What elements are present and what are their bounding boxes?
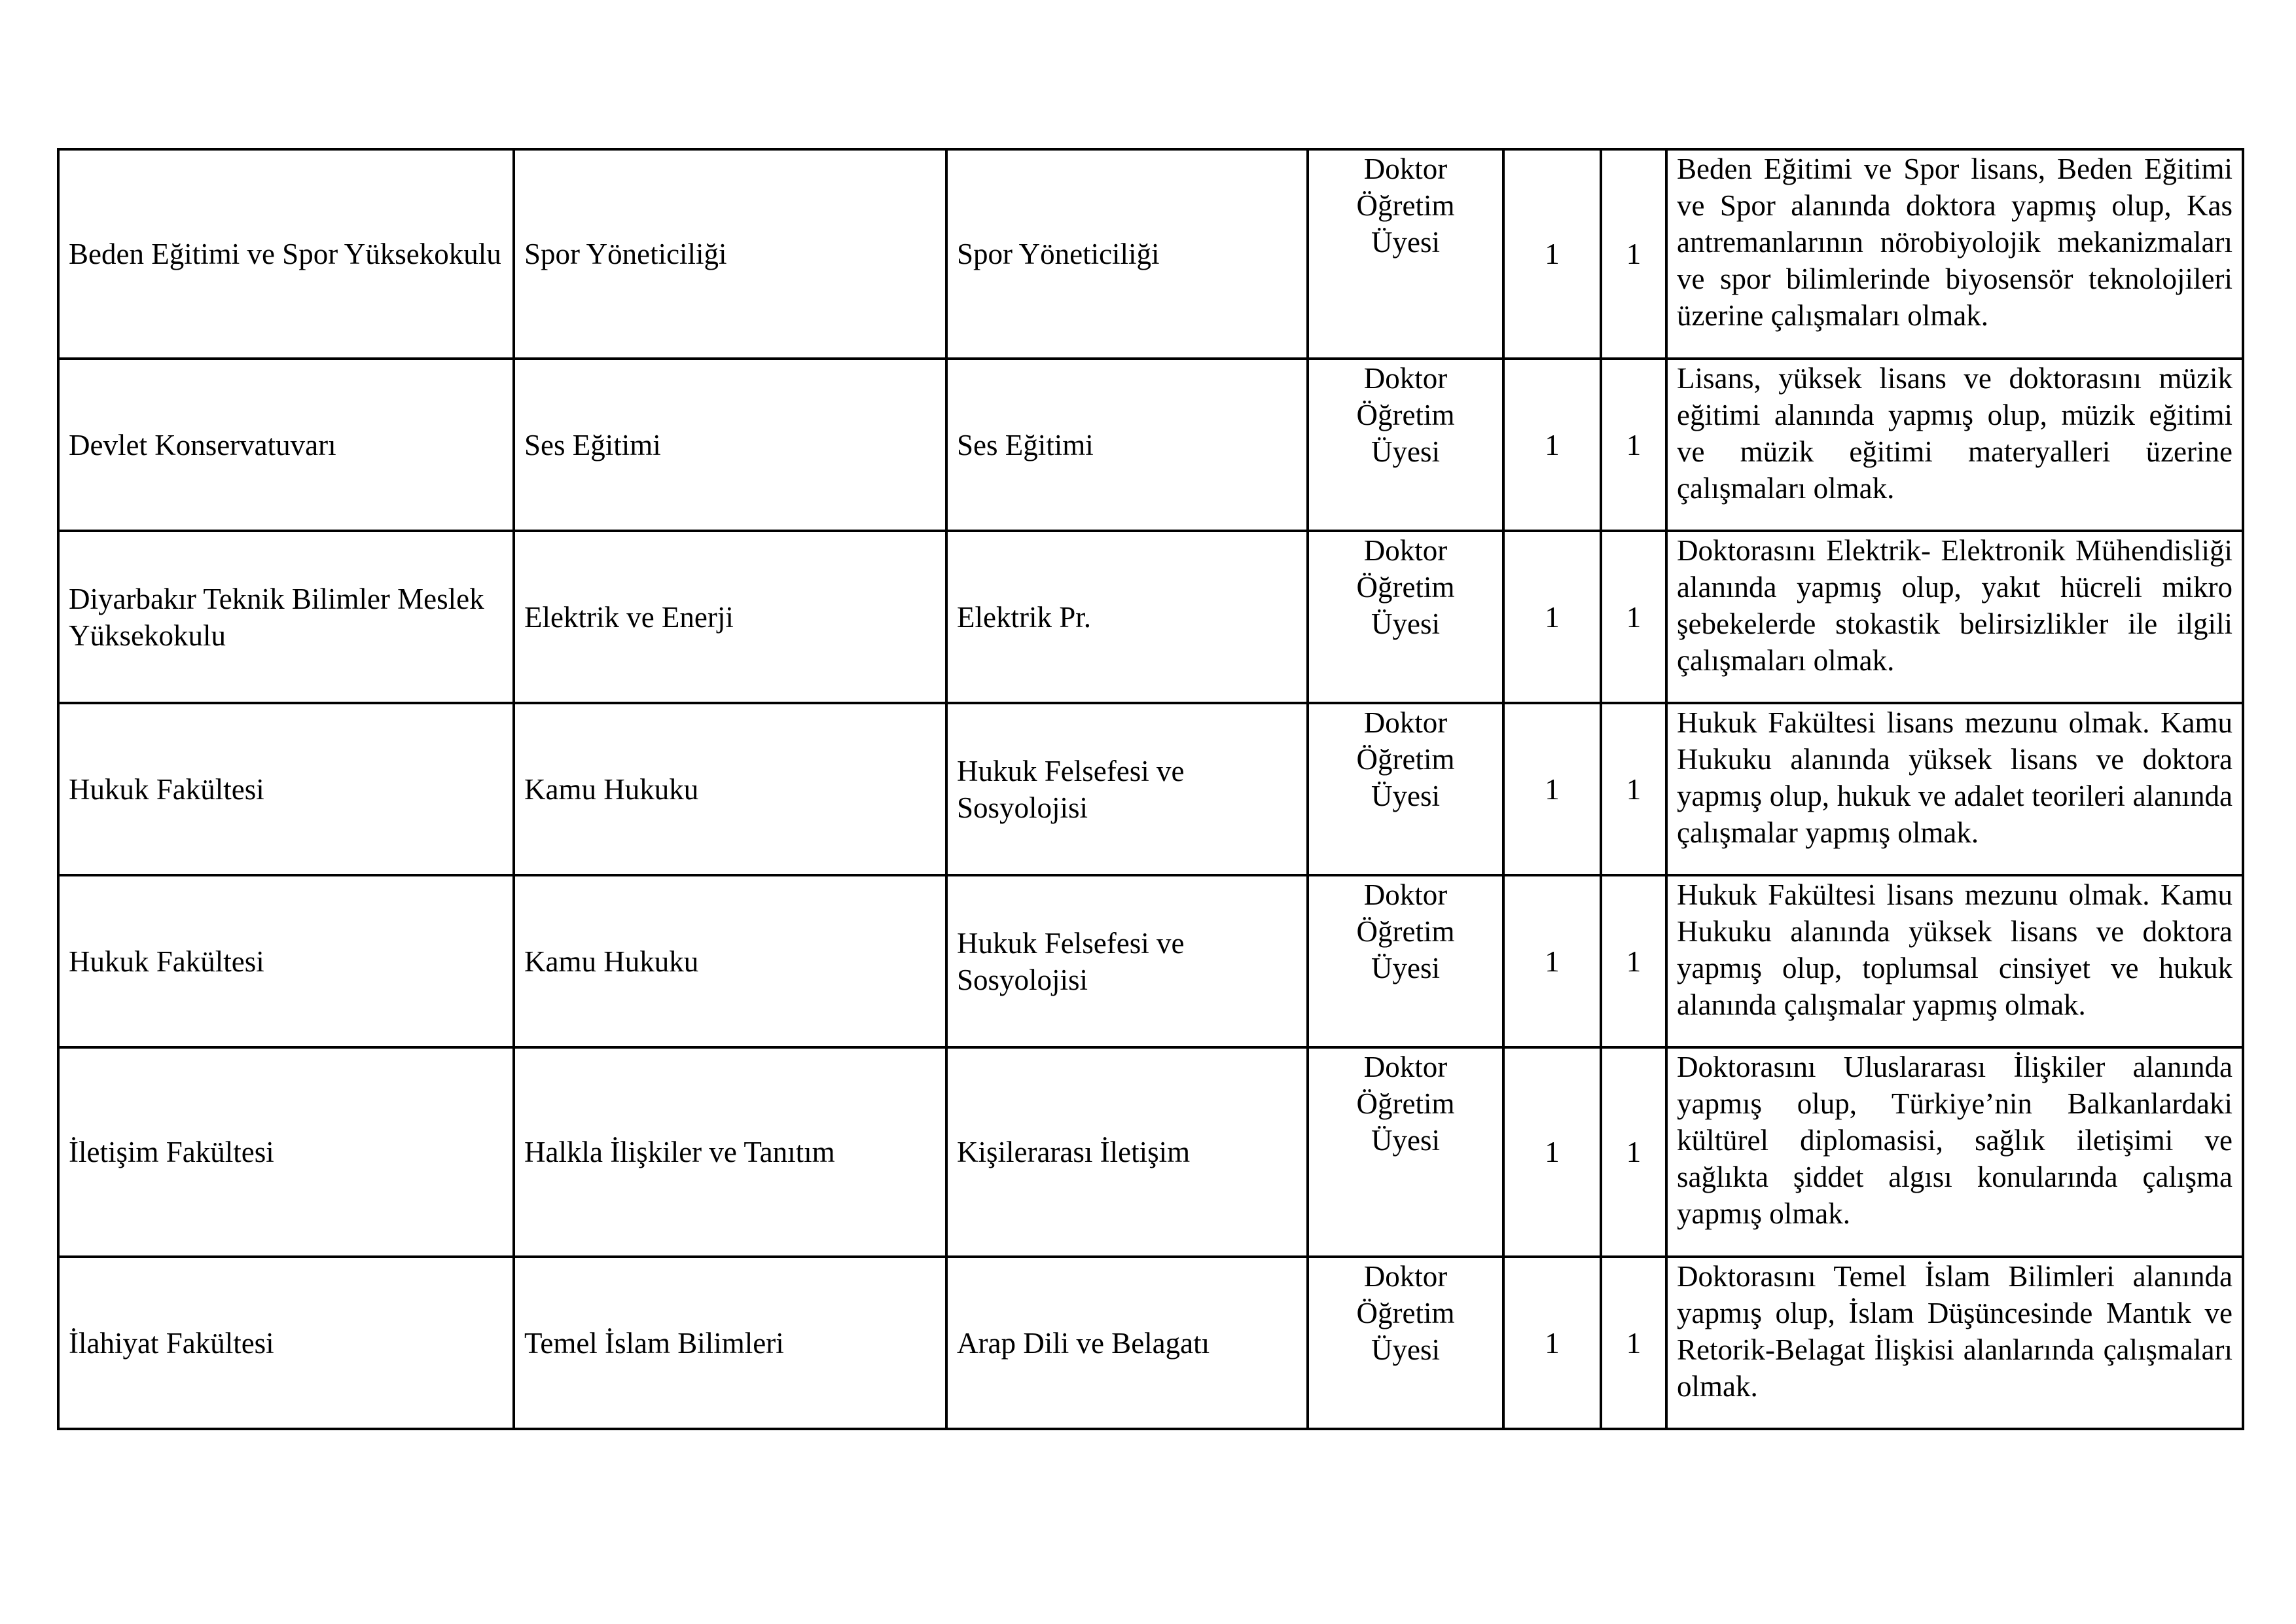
unit-cell: Beden Eğitimi ve Spor Yüksekokulu: [58, 149, 514, 359]
count-cell: 1: [1503, 359, 1601, 531]
title-line: Doktor: [1363, 1051, 1448, 1083]
title-cell: [1308, 149, 1503, 359]
table-row: [58, 703, 2243, 875]
title-line: Doktor: [1363, 153, 1448, 185]
count-cell: 1: [1601, 149, 1666, 359]
title-cell: [1308, 1257, 1503, 1429]
field-cell: Ses Eğitimi: [946, 359, 1308, 531]
title-line: Üyesi: [1371, 780, 1440, 812]
requirements-cell: Doktorasını Uluslararası İlişkiler alanında yapmış olup, Türkiye’nin Balkanlardaki kültürel diplomasisi, sağlık iletişimi ve sağlıkta şiddet algısı konularında çalışma yapmış olmak.: [1666, 1047, 2243, 1257]
table-row: [58, 149, 2243, 359]
count-cell: 1: [1601, 359, 1666, 531]
title-line: Üyesi: [1371, 952, 1440, 984]
department-cell: Temel İslam Bilimleri: [514, 1257, 946, 1429]
title-line: Öğretim: [1356, 915, 1455, 948]
title-cell: [1308, 531, 1503, 703]
title-line: Üyesi: [1371, 1124, 1440, 1157]
title-line: Doktor: [1363, 534, 1448, 567]
field-cell: Hukuk Felsefesi ve Sosyolojisi: [946, 875, 1308, 1047]
title-cell: [1308, 703, 1503, 875]
title-line: Üyesi: [1371, 1333, 1440, 1366]
count-cell: 1: [1601, 531, 1666, 703]
requirements-cell: Beden Eğitimi ve Spor lisans, Beden Eğitimi ve Spor alanında doktora yapmış olup, Kas antremanlarının nörobiyolojik mekanizmaları ve spor bilimlerinde biyosensör teknolojileri üzerine çalışmaları olmak.: [1666, 149, 2243, 359]
title-cell: [1308, 359, 1503, 531]
field-cell: Kişilerarası İletişim: [946, 1047, 1308, 1257]
count-cell: 1: [1503, 149, 1601, 359]
title-line: Öğretim: [1356, 399, 1455, 431]
field-cell: Elektrik Pr.: [946, 531, 1308, 703]
title-line: Öğretim: [1356, 1087, 1455, 1120]
title-line: Doktor: [1363, 362, 1448, 395]
table-row: [58, 359, 2243, 531]
positions-table: [57, 148, 2244, 1430]
title-line: Doktor: [1363, 706, 1448, 739]
title-line: Üyesi: [1371, 435, 1440, 468]
title-line: Öğretim: [1356, 743, 1455, 776]
unit-cell: İlahiyat Fakültesi: [58, 1257, 514, 1429]
requirements-cell: Lisans, yüksek lisans ve doktorasını müzik eğitimi alanında yapmış olup, müzik eğitimi ve müzik eğitimi materyalleri üzerine çalışmaları olmak.: [1666, 359, 2243, 531]
field-cell: Spor Yöneticiliği: [946, 149, 1308, 359]
count-cell: 1: [1601, 1257, 1666, 1429]
table-row: [58, 1257, 2243, 1429]
field-cell: Hukuk Felsefesi ve Sosyolojisi: [946, 703, 1308, 875]
department-cell: Kamu Hukuku: [514, 703, 946, 875]
count-cell: 1: [1601, 703, 1666, 875]
requirements-cell: Hukuk Fakültesi lisans mezunu olmak. Kamu Hukuku alanında yüksek lisans ve doktora yapmış olup, hukuk ve adalet teorileri alanında çalışmalar yapmış olmak.: [1666, 703, 2243, 875]
table-row: [58, 531, 2243, 703]
title-line: Üyesi: [1371, 226, 1440, 259]
table-row: [58, 1047, 2243, 1257]
count-cell: 1: [1503, 875, 1601, 1047]
title-cell: [1308, 1047, 1503, 1257]
title-line: Öğretim: [1356, 1297, 1455, 1329]
requirements-cell: Doktorasını Elektrik- Elektronik Mühendisliği alanında yapmış olup, yakıt hücreli mikro şebekelerde stokastik belirsizlikler ile ilgili çalışmaları olmak.: [1666, 531, 2243, 703]
requirements-cell: Doktorasını Temel İslam Bilimleri alanında yapmış olup, İslam Düşüncesinde Mantık ve Retorik-Belagat İlişkisi alanlarında çalışmaları olmak.: [1666, 1257, 2243, 1429]
count-cell: 1: [1601, 875, 1666, 1047]
table-row: [58, 875, 2243, 1047]
title-line: Öğretim: [1356, 571, 1455, 604]
title-line: Öğretim: [1356, 189, 1455, 222]
count-cell: 1: [1503, 1257, 1601, 1429]
title-line: Doktor: [1363, 1260, 1448, 1293]
count-cell: 1: [1503, 703, 1601, 875]
unit-cell: Hukuk Fakültesi: [58, 875, 514, 1047]
count-cell: 1: [1601, 1047, 1666, 1257]
count-cell: 1: [1503, 1047, 1601, 1257]
title-line: Doktor: [1363, 878, 1448, 911]
requirements-cell: Hukuk Fakültesi lisans mezunu olmak. Kamu Hukuku alanında yüksek lisans ve doktora yapmış olup, toplumsal cinsiyet ve hukuk alanında çalışmalar yapmış olmak.: [1666, 875, 2243, 1047]
unit-cell: Diyarbakır Teknik Bilimler Meslek Yüksekokulu: [58, 531, 514, 703]
department-cell: Elektrik ve Enerji: [514, 531, 946, 703]
unit-cell: Devlet Konservatuvarı: [58, 359, 514, 531]
title-line: Üyesi: [1371, 607, 1440, 640]
department-cell: Halkla İlişkiler ve Tanıtım: [514, 1047, 946, 1257]
field-cell: Arap Dili ve Belagatı: [946, 1257, 1308, 1429]
unit-cell: Hukuk Fakültesi: [58, 703, 514, 875]
count-cell: 1: [1503, 531, 1601, 703]
department-cell: Kamu Hukuku: [514, 875, 946, 1047]
unit-cell: İletişim Fakültesi: [58, 1047, 514, 1257]
department-cell: Ses Eğitimi: [514, 359, 946, 531]
department-cell: Spor Yöneticiliği: [514, 149, 946, 359]
title-cell: [1308, 875, 1503, 1047]
